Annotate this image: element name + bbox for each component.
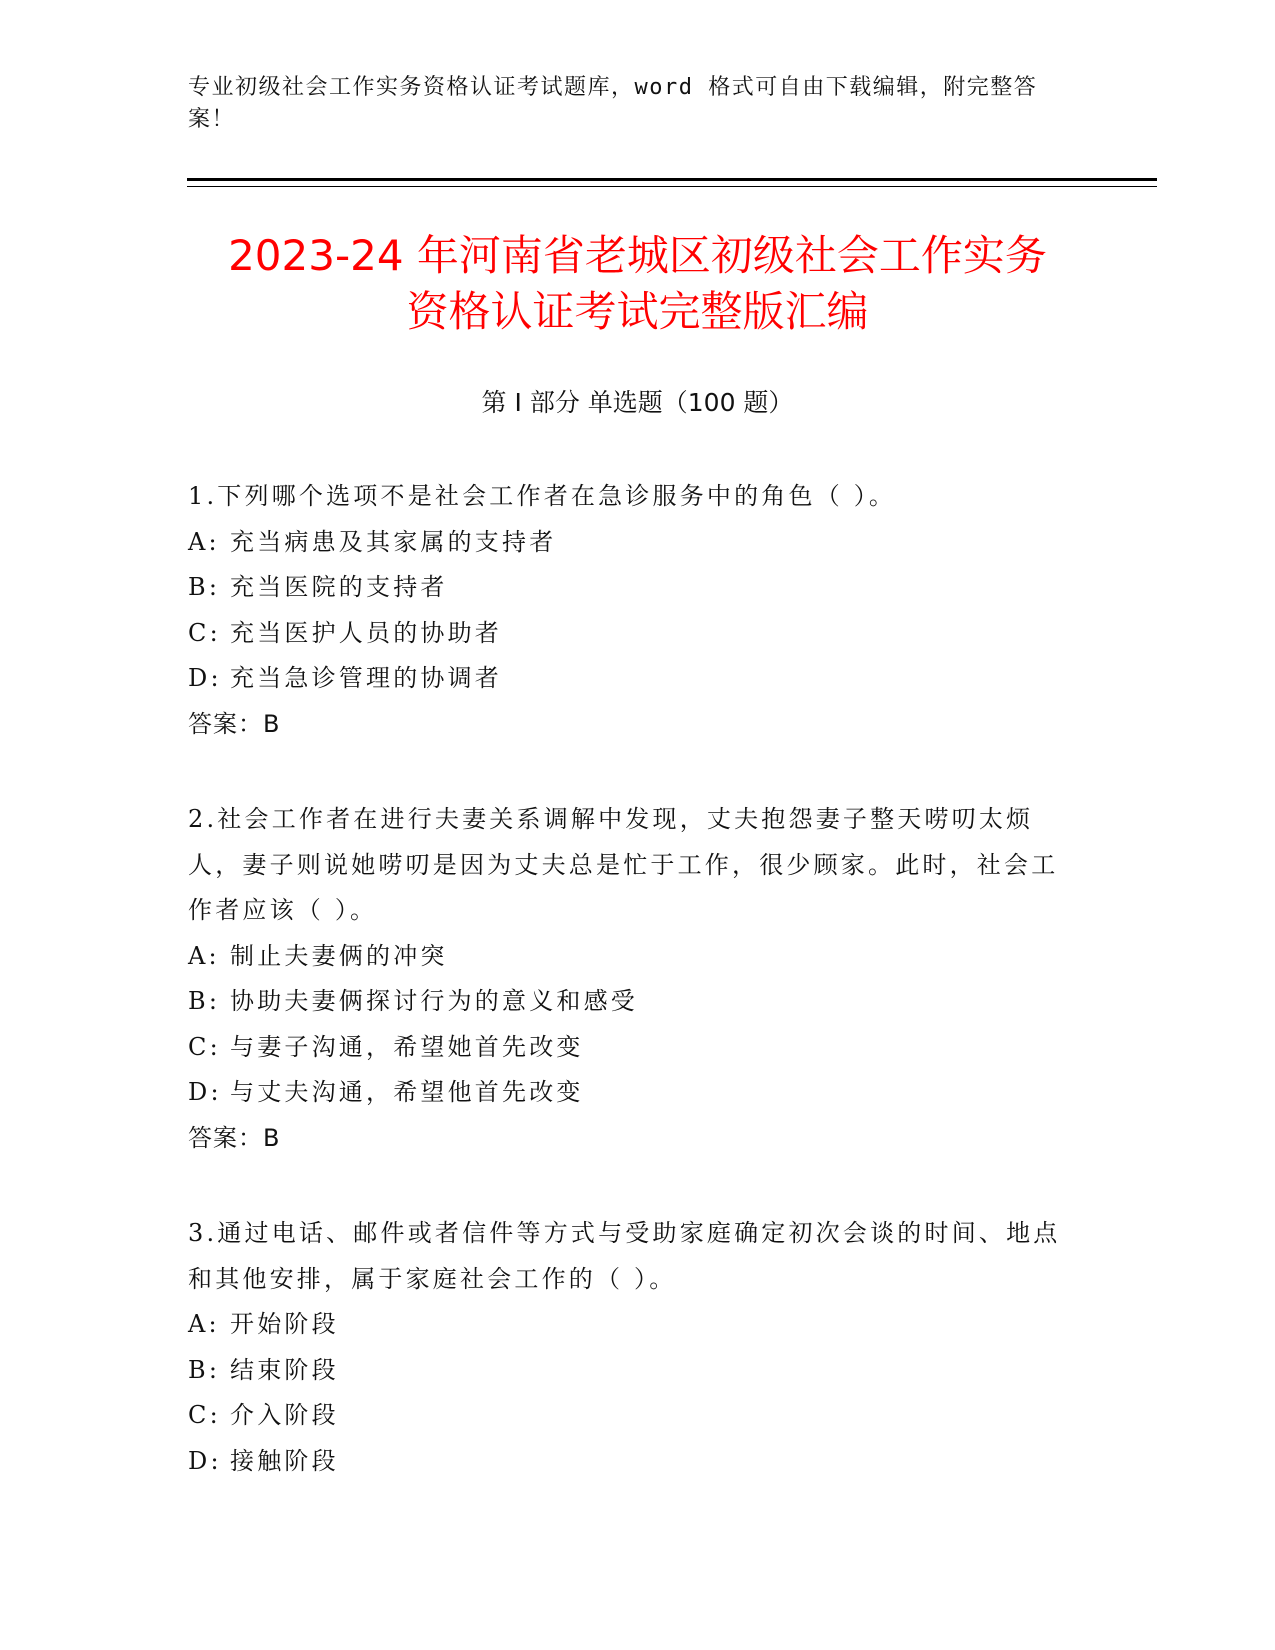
option-letter: D: bbox=[188, 1446, 222, 1475]
title-line-1: 2023-24 年河南省老城区初级社会工作实务 bbox=[228, 231, 1047, 280]
option-a bbox=[188, 520, 1068, 566]
option-d bbox=[188, 656, 1068, 702]
option-letter: A: bbox=[188, 941, 220, 970]
option-text: 结束阶段 bbox=[230, 1355, 339, 1384]
header-rule-thick bbox=[187, 178, 1157, 181]
option-d bbox=[188, 1439, 1068, 1485]
option-letter: A: bbox=[188, 1310, 220, 1338]
option-b bbox=[188, 1348, 1068, 1394]
header-rule-thin bbox=[187, 186, 1157, 187]
option-letter: B: bbox=[188, 1355, 221, 1384]
option-text: 协助夫妻俩探讨行为的意义和感受 bbox=[230, 987, 638, 1015]
option-letter: C: bbox=[188, 618, 221, 647]
question-3 bbox=[188, 1211, 1068, 1484]
question-stem: 3.通过电话、邮件或者信件等方式与受助家庭确定初次会谈的时间、地点和其他安排，属于家庭社会工作的（ ）。 bbox=[188, 1219, 1061, 1293]
option-text: 充当急诊管理的协调者 bbox=[230, 664, 502, 692]
option-letter: B: bbox=[188, 573, 221, 601]
option-a bbox=[188, 934, 1068, 980]
option-text: 充当病患及其家属的支持者 bbox=[230, 527, 557, 556]
option-c bbox=[188, 1393, 1068, 1439]
document-title bbox=[110, 228, 1165, 340]
option-b bbox=[188, 565, 1068, 611]
section-title: 第 I 部分 单选题（100 题） bbox=[481, 388, 794, 417]
option-letter: C: bbox=[188, 1401, 221, 1429]
option-letter: D: bbox=[188, 1078, 222, 1106]
option-text: 充当医院的支持者 bbox=[230, 573, 448, 601]
header-note: 专业初级社会工作实务资格认证考试题库，word 格式可自由下载编辑，附完整答案！ bbox=[188, 75, 1038, 132]
option-letter: D: bbox=[188, 664, 222, 692]
option-text: 制止夫妻俩的冲突 bbox=[230, 941, 448, 970]
question-list bbox=[188, 474, 1068, 1534]
option-c bbox=[188, 611, 1068, 657]
answer-line: 答案：B bbox=[188, 709, 281, 738]
title-line-2: 资格认证考试完整版汇编 bbox=[406, 287, 869, 336]
option-text: 充当医护人员的协助者 bbox=[230, 618, 502, 647]
question-stem: 1.下列哪个选项不是社会工作者在急诊服务中的角色（ ）。 bbox=[188, 482, 897, 510]
option-text: 接触阶段 bbox=[230, 1446, 339, 1475]
option-a bbox=[188, 1302, 1068, 1348]
option-text: 介入阶段 bbox=[230, 1401, 339, 1429]
question-1 bbox=[188, 474, 1068, 747]
option-b bbox=[188, 979, 1068, 1025]
option-letter: C: bbox=[188, 1032, 221, 1061]
option-text: 与丈夫沟通，希望他首先改变 bbox=[230, 1078, 584, 1106]
question-2 bbox=[188, 797, 1068, 1161]
option-d bbox=[188, 1070, 1068, 1116]
answer-line: 答案：B bbox=[188, 1123, 281, 1152]
option-text: 开始阶段 bbox=[230, 1310, 339, 1338]
option-text: 与妻子沟通，希望她首先改变 bbox=[230, 1032, 584, 1061]
option-letter: B: bbox=[188, 987, 221, 1015]
option-c bbox=[188, 1025, 1068, 1071]
option-letter: A: bbox=[188, 527, 220, 556]
question-stem: 2.社会工作者在进行夫妻关系调解中发现，丈夫抱怨妻子整天唠叨太烦人，妻子则说她唠叨是因为丈夫总是忙于工作，很少顾家。此时，社会工作者应该（ ）。 bbox=[188, 805, 1059, 924]
